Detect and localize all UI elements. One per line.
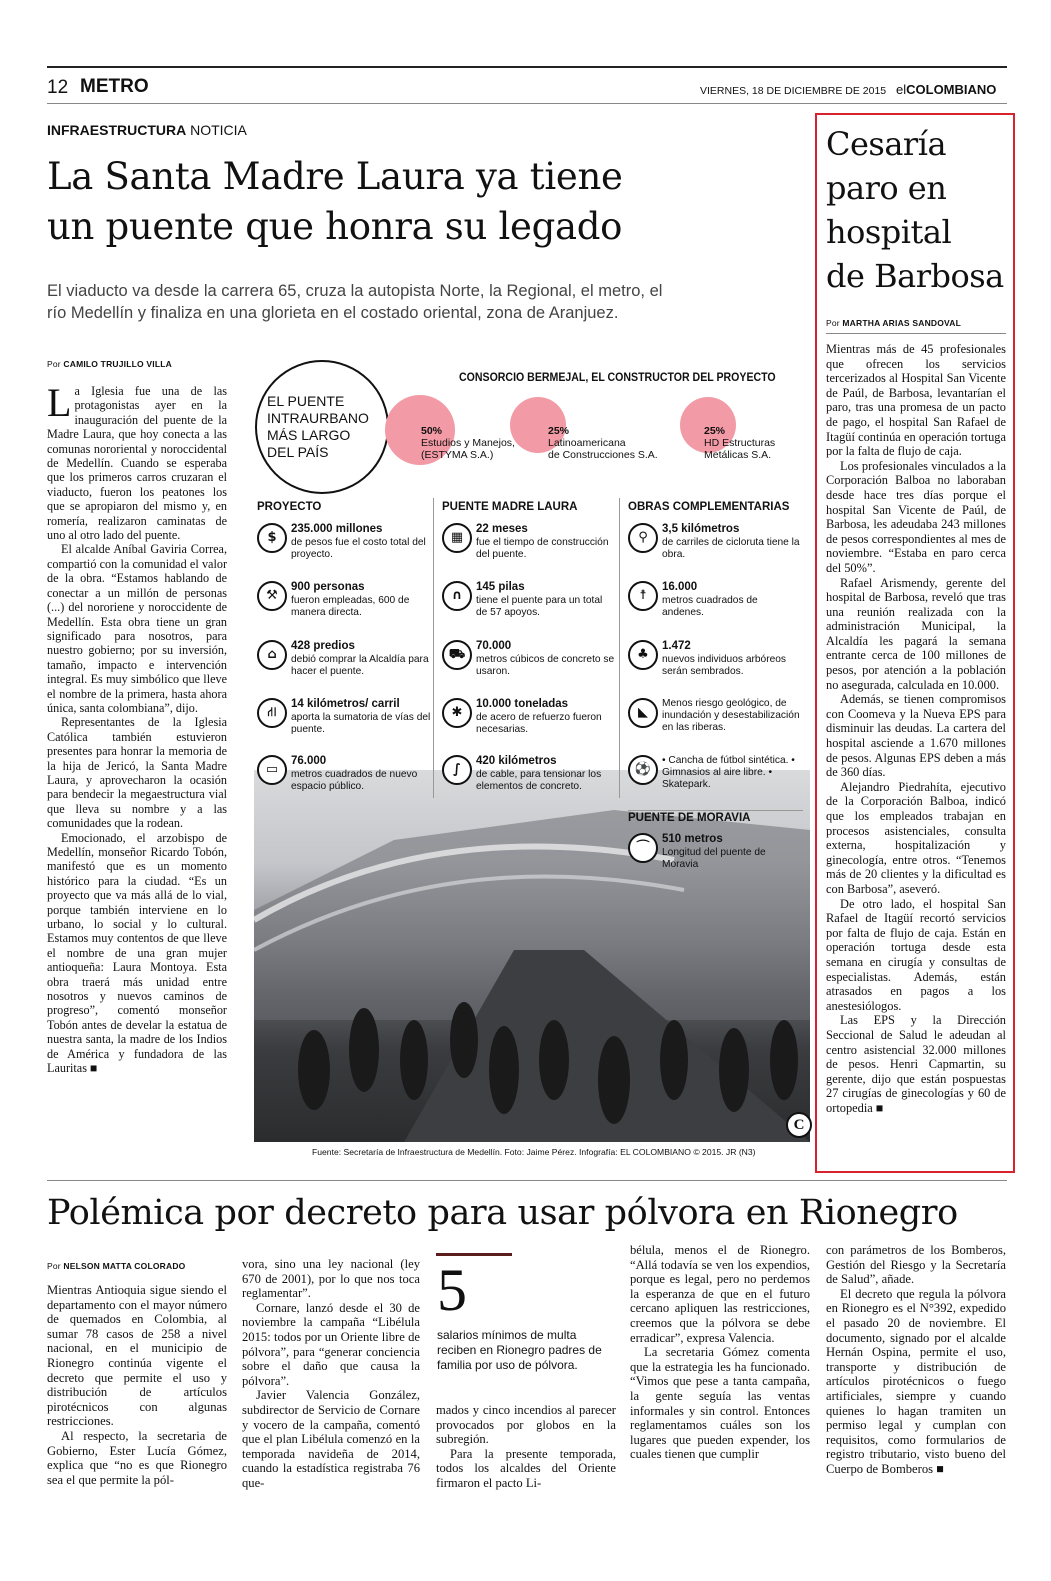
main-subhead-line2: río Medellín y finaliza en una glorieta en el costado oriental, zona de Aranjuez. (47, 304, 619, 322)
bottom-col3-p2: Para la presente temporada, todos los alcaldes del Oriente firmaron el pacto Li- (436, 1446, 616, 1490)
bottom-byline (47, 1261, 185, 1271)
partner-3 (704, 425, 775, 461)
main-headline (47, 152, 807, 252)
stat-text: • Cancha de fútbol sintética. • Gimnasios al aire libre. • Skatepark. (662, 755, 795, 790)
page-number: 12 (47, 77, 69, 98)
kicker-rest: NOTICIA (186, 122, 247, 138)
dollar-icon: $ (257, 523, 287, 553)
stat-num: 510 metros (662, 833, 723, 845)
bridge-photo (254, 770, 810, 1142)
stat-text: tiene el puente para un total de 57 apoyos. (476, 595, 603, 618)
badge-line-4: DEL PAÍS (267, 444, 329, 460)
col-title-obras: OBRAS COMPLEMENTARIAS (628, 501, 790, 513)
stat-text: metros cuadrados de andenes. (662, 595, 758, 618)
col-title-proyecto: PROYECTO (257, 501, 322, 513)
issue-date: VIERNES, 18 DE DICIEMBRE DE 2015 (700, 85, 887, 97)
kicker-bold: INFRAESTRUCTURA (47, 122, 187, 138)
main-paragraph-1 (47, 380, 227, 543)
stat-num: 16.000 (662, 581, 698, 593)
main-byline (47, 359, 172, 369)
col-title-puente: PUENTE MADRE LAURA (442, 501, 578, 513)
dropcap: L (47, 380, 72, 425)
stat-text: de cable, para tensionar los elementos de concreto. (476, 769, 602, 792)
infographic (245, 355, 811, 1165)
stat-text: metros cúbicos de concreto se usaron. (476, 654, 615, 677)
calendar-icon: ▦ (442, 523, 472, 553)
house-icon: ⌂ (257, 640, 287, 670)
bridge-icon: ⌒ (628, 833, 658, 863)
partner-2-name-2: de Construcciones S.A. (548, 449, 658, 461)
stat-num: 3,5 kilómetros (662, 523, 740, 535)
sidebar-paragraph-7: Las EPS y la Dirección Seccional de Salud le adeudan al centro asistencial 32.000 millones de pesos. Henri Capmartin, su gerente, dijo que están pospuestas 27 cirugías de ginecologías y 60 de ortopedia ■ (826, 1013, 1006, 1115)
pillar-icon: ∩ (442, 581, 472, 611)
bottom-col-1 (47, 1283, 227, 1487)
badge-line-3: MÁS LARGO (267, 427, 351, 443)
tree-icon: ♣ (628, 640, 658, 670)
partner-2-pct: 25% (548, 425, 570, 437)
main-headline-line1: La Santa Madre Laura ya tiene (47, 155, 623, 198)
callout-rule (436, 1253, 512, 1256)
section-name: METRO (80, 76, 149, 97)
stat-text: nuevos individuos arbóreos serán sembrados. (662, 654, 787, 677)
bottom-col-5 (826, 1243, 1006, 1477)
consortium-title: CONSORCIO BERMEJAL, EL CONSTRUCTOR DEL PROYECTO (459, 372, 776, 384)
bottom-byline-name: NELSON MATTA COLORADO (63, 1261, 186, 1271)
main-paragraph-1-text: a Iglesia fue una de las protagonistas ayer en la inauguración del puente de la Madre Laura, que hoy conecta a las comunas nororiental y noroccidental de Medellín. Cuando se esperaba que los primeros carros cruzaran el viaducto, fueron los peatones los que se apropiaron del mismo y, en romería, realizaron caminatas de uno al otro lado del puente. (47, 384, 227, 543)
sidebar-headline-line4: de Barbosa (826, 257, 1004, 295)
partner-1-name-2: (ESTYMA S.A.) (421, 449, 494, 461)
stat-num: 428 predios (291, 640, 355, 652)
stat-text: de acero de refuerzo fueron necesarias. (476, 712, 602, 735)
stat-num: 1.472 (662, 640, 691, 652)
stat-text: aporta la sumatoria de vías del puente. (291, 712, 431, 735)
stat-text: debió comprar la Alcaldía para hacer el puente. (291, 654, 429, 677)
sidebar-byline-por: Por (826, 318, 843, 328)
bottom-col1-p1: Mientras Antioquia sigue siendo el departamento con el mayor número de quemados en Colombia, al sumar 78 casos de 258 a nivel nacional, en el municipio de Rionegro continúa vigente el decreto que permite el uso y distribución de artículos pirotécnicos con algunas restricciones. (47, 1283, 227, 1429)
bottom-section-rule (47, 1180, 1007, 1181)
badge-text (267, 393, 377, 461)
main-paragraph-3: Representantes de la Iglesia Católica también estuvieron presentes para honrar la memoria de la hija de Jericó, la Santa Madre Laura, y aprovecharon la ocasión para bendecir la megaestructura vial que lleva su nombre y a las comunidades que la rodean. (47, 715, 227, 831)
callout-number: 5 (437, 1257, 467, 1323)
stat-text: metros cuadrados de nuevo espacio público. (291, 769, 418, 792)
bottom-col-3 (436, 1403, 616, 1491)
sport-icon: ⚽ (628, 755, 658, 785)
stat-text: fue el tiempo de construcción del puente. (476, 537, 609, 560)
header-rule (47, 103, 1007, 104)
bottom-col2-p1: vora, sino una ley nacional (ley 670 de 2001), por lo que nos toca reglamentar”. (242, 1257, 420, 1301)
main-byline-name: CAMILO TRUJILLO VILLA (63, 359, 172, 369)
main-body-column (47, 380, 227, 1076)
sidebar-byline-rule (826, 333, 1006, 334)
stat-num: 76.000 (291, 755, 327, 767)
partner-1-pct: 50% (421, 425, 443, 437)
steel-icon: ✱ (442, 698, 472, 728)
stat-num: 22 meses (476, 523, 528, 535)
kicker (47, 122, 247, 138)
worker-icon: ⚒ (257, 581, 287, 611)
partner-2 (548, 425, 658, 461)
badge-line-2: INTRAURBANO (267, 410, 369, 426)
partner-1-name-1: Estudios y Manejos, (421, 437, 515, 449)
stat-num: 145 pilas (476, 581, 525, 593)
newspaper-logo-prefix: el (896, 82, 907, 97)
partner-3-pct: 25% (704, 425, 726, 437)
bottom-col4-p1: bélula, menos el de Rionegro. “Allá todavía se ven los expendios, porque es legal, pero no perdemos la esperanza de que en el futuro cercano apliquen las restricciones, creemos que la pólvora se debe erradicar”, expresa Valencia. (630, 1243, 810, 1345)
bottom-col5-p2: El decreto que regula la pólvora en Rionegro es el N°392, expedido el pasado 20 de noviembre. El documento, signado por el alcalde Hernán Ospina, permite el uso, transporte y distribución de artículos pirotécnicos o fuego artificiales, siempre y cuando quienes lo hagan tramiten un permiso legal y cumplan con requisitos, como formularios de registro tributario, visto bueno del Cuerpo de Bomberos ■ (826, 1286, 1006, 1476)
infographic-credit: Fuente: Secretaría de Infraestructura de Medellín. Foto: Jaime Pérez. Infografía: EL COLOMBIANO © 2015. JR (N3) (312, 1147, 756, 1157)
cable-icon: ∫ (442, 755, 472, 785)
stat-text: fueron empleadas, 600 de manera directa. (291, 595, 410, 618)
sidebar-body (826, 342, 1006, 1115)
partner-3-name-2: Metálicas S.A. (704, 449, 772, 461)
callout-text: salarios mínimos de multa reciben en Rionegro padres de familia por uso de pólvora. (437, 1328, 602, 1372)
main-subhead (47, 280, 807, 324)
col-divider-2 (619, 498, 620, 798)
stat-num: 10.000 toneladas (476, 698, 569, 710)
sidebar-headline (826, 122, 1004, 298)
stat-text: Menos riesgo geológico, de inundación y desestabilización en las riberas. (662, 698, 800, 733)
bottom-col2-p3: Javier Valencia González, subdirector de Servicio de Cornare y vocero de la campaña, comentó que el plan Libélula comenzó en la temporada navideña de 2014, cuando la estadística registraba 76 que- (242, 1388, 420, 1490)
bench-icon: ▭ (257, 755, 287, 785)
col-divider-1 (433, 498, 434, 798)
stat-text: de pesos fue el costo total del proyecto. (291, 537, 426, 560)
sidebar-paragraph-1: Mientras más de 45 profesionales que ofrecen los servicios tercerizados al Hospital San Vicente de Paúl, de Barbosa, levantarían el paro, tras una promesa de un pacto de pago, el hospital San Rafael de Itagüí continúa en operación tortuga por la falta de flujo de caja. (826, 342, 1006, 459)
sidebar-byline-name: MARTHA ARIAS SANDOVAL (842, 318, 962, 328)
truck-icon: ⛟ (442, 640, 472, 670)
sidebar-byline (826, 318, 961, 328)
sidebar-headline-line3: hospital (826, 213, 952, 251)
sidebar-paragraph-6: De otro lado, el hospital San Rafael de Itagüí recortó servicios por falta de flujo de caja. Están en operación tortuga desde esta semana en cirugía y consultas de especialistas. Además, están atrasados en pagos a los anestesiólogos. (826, 896, 1006, 1013)
main-subhead-line1: El viaducto va desde la carrera 65, cruza la autopista Norte, la Regional, el metro, el (47, 282, 663, 300)
bicycle-icon: ⚲ (628, 523, 658, 553)
main-paragraph-4: Emocionado, el arzobispo de Medellín, monseñor Ricardo Tobón, manifestó que es un momento histórico para la ciudad. “Es un proyecto que va más allá de lo vial, porque también interviene en lo urbano, lo social y lo cultural. Estamos muy contentos de que lleve el nombre de una gran mujer antioqueña: Laura Montoya. Esta obra traerá más unidad entre nosotros y nuevos caminos de progreso”, comentó monseñor Tobón antes de develar la estatua de nuestra santa, la madre de los Indios de América y fundadora de las Lauritas ■ (47, 830, 227, 1076)
stat-num: 235.000 millones (291, 523, 383, 535)
bottom-col2-p2: Cornare, lanzó desde el 30 de noviembre la campaña “Libélula 2015: todos por un Oriente libre de pólvora”, para “generar conciencia sobre el daño que causa la pólvora”. (242, 1300, 420, 1388)
bottom-col-2 (242, 1257, 420, 1491)
main-headline-line2: un puente que honra su legado (47, 205, 623, 248)
stat-text: Longitud del puente de Moravia (662, 847, 766, 870)
bottom-col-4 (630, 1243, 810, 1462)
bottom-headline: Polémica por decreto para usar pólvora en Rionegro (47, 1193, 958, 1233)
main-byline-por: Por (47, 359, 64, 369)
stat-num: 900 personas (291, 581, 365, 593)
stat-num: 14 kilómetros/ carril (291, 698, 400, 710)
sidebar-paragraph-3: Rafael Arismendy, gerente del hospital de Barbosa, reveló que tras una reunión realizada con la administración Municipal, la Alcaldía les pagará la semana entrante cerca de 100 millones de pesos, por atención a la población no asegurada, calculada en 10.000. (826, 575, 1006, 692)
sidebar-headline-line2: paro en (826, 169, 947, 207)
sidebar-paragraph-4: Además, se tienen compromisos con Coomeva y la Nueva EPS para disminuir las deudas. La cartera del hospital asciende a 1.670 millones de pesos. Algunas EPS deben a más de 360 días. (826, 692, 1006, 780)
partner-2-name-1: Latinoamericana (548, 437, 626, 449)
bottom-col1-p2: Al respecto, la secretaria de Gobierno, Ester Lucía Gómez, explica que “no es que Rionegro sea el que permite la pól- (47, 1428, 227, 1487)
pedestrian-icon: ☨ (628, 581, 658, 611)
landslide-icon: ◣ (628, 698, 658, 728)
bottom-col3-p1: mados y cinco incendios al parecer provocados por globos en la subregión. (436, 1403, 616, 1447)
badge-line-1: EL PUENTE (267, 393, 345, 409)
newspaper-logo-name: COLOMBIANO (906, 82, 997, 97)
sidebar-paragraph-5: Alejandro Piedrahíta, ejecutivo de la Corporación Balboa, indicó que los empleados trabajan en procesos asistenciales, consulta externa, hospitalización y ginecología, entre otros. “Tenemos más de 20 clientes y la dificultad es con Barbosa”, aseveró. (826, 779, 1006, 896)
bottom-byline-por: Por (47, 1261, 64, 1271)
bottom-col5-p1: con parámetros de los Bomberos, Gestión del Riesgo y la Secretaría de Salud”, añade. (826, 1243, 1006, 1287)
stat-num: 70.000 (476, 640, 512, 652)
stat-num: 420 kilómetros (476, 755, 557, 767)
bottom-col4-p2: La secretaria Gómez comenta que la estrategia les ha funcionado. “Vimos que pese a tanta campaña, la gente seguía las ventas informales y sin control. Entonces reglamentamos cuáles son los lugares que pueden expender, los cuales tienen que cumplir (630, 1345, 810, 1462)
top-rule (47, 66, 1007, 68)
stat-text: de carriles de cicloruta tiene la obra. (662, 537, 800, 560)
moravia-title: PUENTE DE MORAVIA (628, 812, 751, 824)
moravia-rule (628, 810, 803, 811)
main-paragraph-2: El alcalde Aníbal Gaviria Correa, compartió con la comunidad el valor de la obra. “Estamos hablando de conectar a un millón de personas (...) del nororiene y noroccidente de Medellín. Esta obra tiene un gran significado para nosotros, para nuestro gobierno; por su inversión, tamaño, impacto e intervención integral. Es muy simbólico que lleve el nombre de la primera, hasta ahora única, santa colombiana”, dijo. (47, 542, 227, 715)
sidebar-headline-line1: Cesaría (826, 125, 947, 163)
sidebar-paragraph-2: Los profesionales vinculados a la Corporación Balboa no laboraban desde hace tres días porque el hospital San Vicente de Paúl, de Barbosa, les adeudaba 243 millones de pesos correspondientes al mes de noviembre. “Estaba en paro cerca del 50%”. (826, 458, 1006, 575)
partner-3-name-1: HD Estructuras (704, 437, 776, 449)
newspaper-logo (896, 82, 996, 97)
bridge-photo-drawing (254, 770, 810, 1142)
road-icon: ⛙ (257, 698, 287, 728)
colombiano-logo-icon: C (786, 1112, 812, 1138)
partner-1 (421, 425, 515, 461)
